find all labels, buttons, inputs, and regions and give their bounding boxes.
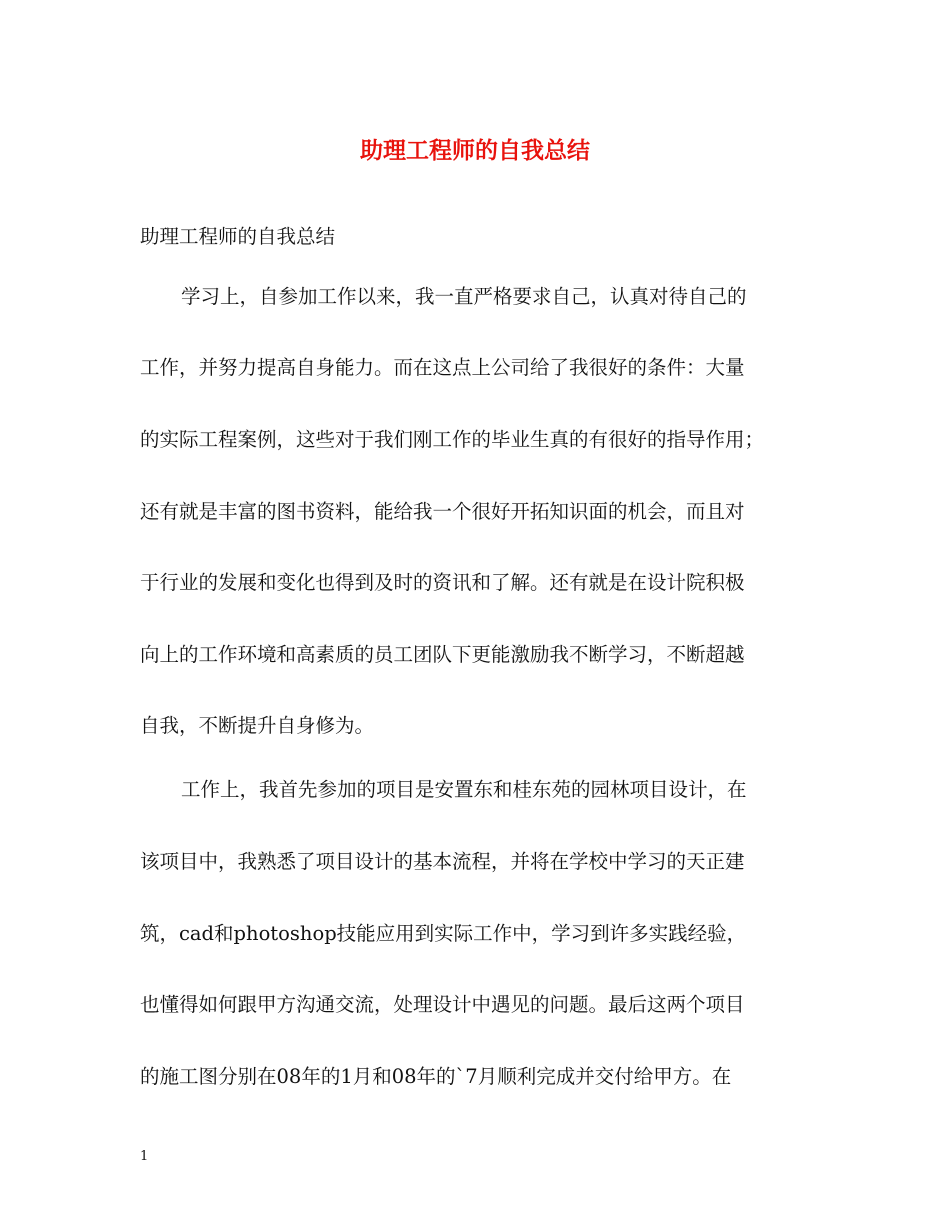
paragraph-line: 学习上，自参加工作以来，我一直严格要求自己，认真对待自己的 [181, 285, 747, 308]
page-number: 1 [140, 1149, 149, 1164]
paragraph-line: 的实际工程案例，这些对于我们刚工作的毕业生真的有很好的指导作用； [140, 428, 765, 451]
paragraph-line: 工作上，我首先参加的项目是安置东和桂东苑的园林项目设计，在 [181, 778, 747, 801]
paragraph-line: 还有就是丰富的图书资料，能给我一个很好开拓知识面的机会，而且对 [140, 500, 745, 523]
paragraph-line: 工作，并努力提高自身能力。而在这点上公司给了我很好的条件：大量 [140, 356, 745, 379]
paragraph-line: 向上的工作环境和高素质的员工团队下更能激励我不断学习，不断超越 [140, 643, 745, 666]
paragraph-line: 的施工图分别在08年的1月和08年的`7月顺利完成并交付给甲方。在 [140, 1065, 732, 1088]
paragraph-line: 该项目中，我熟悉了项目设计的基本流程，并将在学校中学习的天正建 [140, 850, 745, 873]
paragraph-line: 自我，不断提升自身修为。 [140, 714, 375, 737]
paragraph-line: 也懂得如何跟甲方沟通交流，处理设计中遇见的问题。最后这两个项目 [140, 993, 745, 1016]
paragraph-line: 筑，cad和photoshop技能应用到实际工作中，学习到许多实践经验， [140, 922, 747, 945]
subheading: 助理工程师的自我总结 [140, 225, 336, 248]
document-title: 助理工程师的自我总结 [360, 137, 590, 164]
paragraph-line: 于行业的发展和变化也得到及时的资讯和了解。还有就是在设计院积极 [140, 571, 745, 594]
